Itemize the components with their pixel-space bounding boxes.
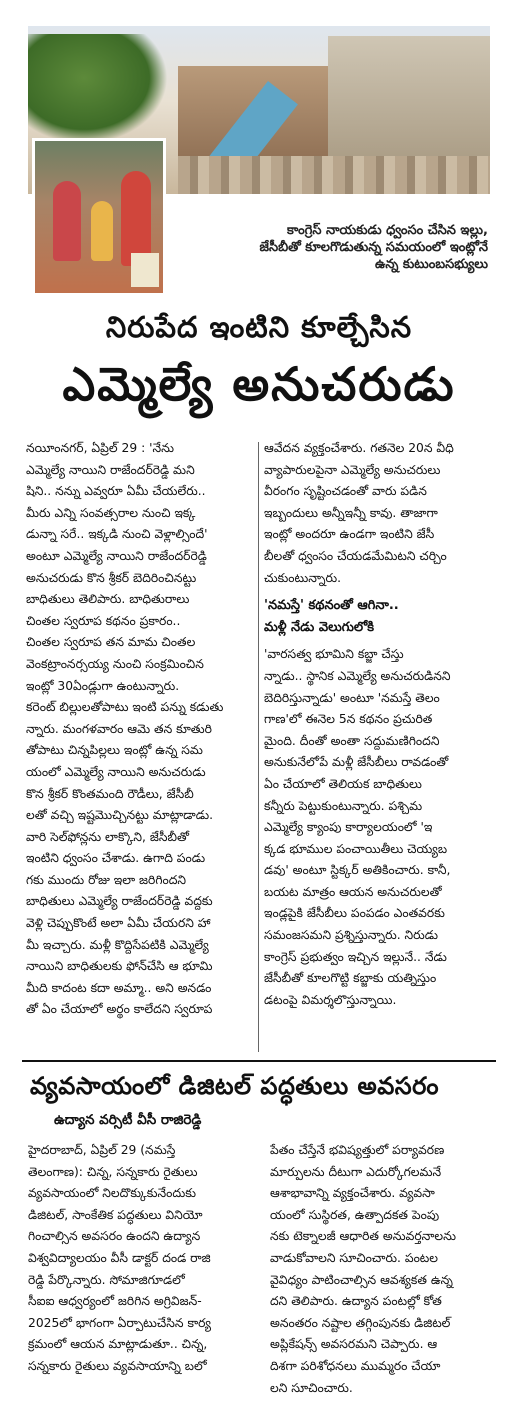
text-line: న్నారు. మంగళవారం ఆమె తన కూతురి xyxy=(26,721,212,736)
text-line: లని సూచించారు. xyxy=(270,1380,353,1395)
family-inset-photo xyxy=(32,138,166,296)
text-line: 2025లో భాగంగా ఏర్పాటుచేసిన కార్య xyxy=(28,1315,212,1330)
text-line: బీలతో ధ్వంసం చేయడమేమిటని చర్చిం xyxy=(264,548,447,563)
text-line: చింతల స్వరూప కథనం ప్రకారం.. xyxy=(26,613,181,628)
text-line: నకు టెక్నాలజీ ఆధారిత అనువర్తనాలను xyxy=(270,1229,456,1244)
text-line: వారి సెల్‌ఫోన్లను లాక్కొని, జేసీబీతో xyxy=(26,829,189,844)
text-line: చుకుంటున్నారు. xyxy=(264,570,341,585)
text-line: అనంతరం నష్టాల తగ్గింపునకు డిజిటల్ xyxy=(270,1315,451,1330)
text-line: అనుచరుడు కొన శ్రీకర్ బెదిరించినట్టు xyxy=(26,570,197,585)
text-line: న్నాడు.. స్థానిక ఎమ్మెల్యే అనుచరుడినని xyxy=(264,668,451,683)
subheading: మళ్లీ నేడు వెలుగులోకి xyxy=(264,619,375,635)
headline-main: ఎమ్మెల్యే అనుచరుడు xyxy=(62,357,456,411)
text-line: మార్పులను దీటుగా ఎదుర్కోగలమనే xyxy=(270,1164,442,1179)
section-divider xyxy=(22,1060,496,1062)
text-line: కాంగ్రెస్ ప్రభుత్వం ఇచ్చిన ఇల్లునే.. నేడు xyxy=(264,949,447,964)
article2-left-column xyxy=(28,1140,254,1378)
text-line: డటంపై విమర్శలొస్తున్నాయి. xyxy=(264,992,397,1007)
house-ruins xyxy=(328,36,490,171)
text-line: వీరంగం సృష్టించడంతో వారు పడిన xyxy=(264,484,427,499)
text-line: వ్యాపారులపైనా ఎమ్మెల్యే అనుచరులు xyxy=(264,462,441,477)
text-line: అనుకునేలోపే మళ్లీ జేసీబీలు రావడంతో xyxy=(264,755,449,770)
text-line: వెంకట్రాంనర్సయ్య నుంచి సంక్రమించిన xyxy=(26,656,204,671)
text-line: సన్నకారు రైతులు వ్యవసాయాన్ని బలో xyxy=(28,1358,207,1373)
text-line: అప్లికేషన్స్ అవసరమని చెప్పారు. ఆ xyxy=(270,1337,438,1352)
text-line: వైవిధ్యం పాటించాల్సిన ఆవశ్యకత ఉన్న xyxy=(270,1272,453,1287)
article1-right-column xyxy=(264,438,494,1011)
text-line: క్రమంలో ఆయన మాట్లాడుతూ.. చిన్న, xyxy=(28,1337,208,1352)
text-line: 'వారసత్వ భూమిని కబ్జా చేస్తు xyxy=(264,647,404,662)
text-line: ఎమ్మెల్యే క్యాంపు కార్యాలయంలో 'ఇ xyxy=(264,820,433,835)
text-line: కరెంట్ బిల్లులతోపాటు ఇంటి పన్ను కడుతు xyxy=(26,700,224,715)
text-line: ఎమ్మెల్యే నాయిని రాజేందర్‌రెడ్డి మని xyxy=(26,462,195,477)
text-line: యంలో ఎమ్మెల్యే నాయిని అనుచరుడు xyxy=(26,764,206,779)
text-line: ఆశాభావాన్ని వ్యక్తంచేశారు. వ్యవసా xyxy=(270,1186,435,1201)
text-line: బాధితులు తెలిపారు. బాధితురాలు xyxy=(26,592,190,607)
text-line: ఏం చేయాలో తెలియక బాధితులు xyxy=(264,776,422,791)
headline-agriculture: వ్యవసాయంలో డిజిటల్ పద్ధతులు అవసరం xyxy=(30,1072,440,1100)
text-line: ఇంట్లో 30ఏండ్లుగా ఉంటున్నారు. xyxy=(26,678,180,693)
text-line: మీది కాదంట కదా అమ్మా.. అని అనడం xyxy=(26,980,212,995)
text-line: షిని.. నన్ను ఎవ్వరూ ఏమీ చేయలేరు.. xyxy=(26,484,206,499)
text-line: ఇబ్బందులు అన్నీఇన్నీ కావు. తాజాగా xyxy=(264,505,438,520)
text-line: మైంది. దీంతో అంతా సద్దుమణిగిందని xyxy=(264,733,440,748)
text-line: గాణ'లో ఈనెల 5న కథనం ప్రచురిత xyxy=(264,712,433,727)
text-line: వాడుకోవాలని సూచించారు. పంటల xyxy=(270,1250,439,1265)
text-line: రెడ్డి పేర్కొన్నారు. సోమాజిగూడలో xyxy=(28,1272,185,1287)
text-line: బయట మాత్రం ఆయన అనుచరులతో xyxy=(264,884,442,899)
text-line: క్కడ భూముల పంచాయితీలు చెయ్యబ xyxy=(264,841,448,856)
text-line: విశ్వవిద్యాలయం వీసీ డాక్టర్ దండ రాజి xyxy=(28,1250,211,1265)
text-line: మీరు ఎన్ని సంవత్సరాల నుంచి ఇక్క xyxy=(26,505,196,520)
text-line: సమంజసమని ప్రశ్నిస్తున్నారు. నిరుడు xyxy=(264,928,439,943)
text-line: పేతం చేస్తేనే భవిష్యత్తులో పర్యావరణ xyxy=(270,1143,445,1157)
text-line: సీఐఐ ఆధ్వర్యంలో జరిగిన అగ్రివిజన్- xyxy=(28,1294,202,1309)
text-line: వ్యవసాయంలో నిలదొక్కుకునేందుకు xyxy=(28,1186,196,1201)
column-divider xyxy=(258,442,259,1052)
text-line: దిశగా పరిశోధనలు ముమ్మరం చేయా xyxy=(270,1358,441,1373)
byline: ఉద్యాన వర్సిటీ వీసీ రాజిరెడ్డి xyxy=(54,1112,202,1128)
text-line: వెళ్లి చెప్పుకొంటే అలా ఏమీ చేయరని హా xyxy=(26,916,211,931)
subheading: 'నమస్తే' కథనంతో ఆగినా.. xyxy=(264,598,399,614)
text-line: డవు' అంటూ స్టిక్కర్ అతికించారు. కానీ, xyxy=(264,863,451,878)
text-line: తెలంగాణ): చిన్న, సన్నకారు రైతులు xyxy=(28,1164,198,1179)
text-line: మీ ఇచ్చారు. మళ్లీ కొద్దిసేపటికి ఎమ్మెల్యే xyxy=(26,937,209,952)
text-line: తోపాటు చిన్నపిల్లలు ఇంట్లో ఉన్న సమ xyxy=(26,743,203,758)
text-line: ఆవేదన వ్యక్తంచేశారు. గతనెల 20న వీధి xyxy=(264,441,454,455)
text-line: నాయిని బాధితులకు ఫోన్‌చేసి ఆ భూమి xyxy=(26,959,213,974)
text-line: బాధితులు ఎమ్మెల్యే రాజేందర్‌రెడ్డి వద్దకు xyxy=(26,894,213,909)
text-line: ఇంటిని ధ్వంసం చేశాడు. ఉగాది పండు xyxy=(26,851,206,866)
rubble xyxy=(178,156,490,194)
text-line: దని తెలిపారు. ఉద్యాన పంటల్లో కోత xyxy=(270,1294,442,1309)
headline-kicker: నిరుపేద ఇంటిని కూల్చేసిన xyxy=(105,310,413,344)
text-line: ఇంట్లో అందరూ ఉండగా ఇంటిని జేసీ xyxy=(264,527,435,542)
article1-left-column xyxy=(26,438,254,1021)
text-line: లతో వచ్చి ఇష్టమొచ్చినట్టు మాట్లాడాడు. xyxy=(26,808,213,823)
text-line: చింతల స్వరూప తన మామ చింతల xyxy=(26,635,196,650)
text-line: ఇండ్లపైకి జేసీబీలు పంపడం ఎంతవరకు xyxy=(264,906,445,921)
article2-right-column xyxy=(270,1140,494,1399)
text-line: గించాల్సిన అవసరం ఉందని ఉద్యాన xyxy=(28,1229,201,1244)
text-line: నయీంనగర్, ఏప్రిల్ 29 : 'నేను xyxy=(26,441,175,455)
text-line: అంటూ ఎమ్మెల్యే నాయిని రాజేందర్‌రెడ్డి xyxy=(26,548,207,563)
text-line: గకు ముందు రోజు ఇలా జరిగిందని xyxy=(26,872,187,887)
text-line: బెదిరిస్తున్నాడు' అంటూ 'నమస్తే తెలం xyxy=(264,690,440,705)
trees xyxy=(28,34,168,144)
text-line: కన్నీరు పెట్టుకుంటున్నారు. పశ్చిమ xyxy=(264,798,423,813)
text-line: జేసీబీతో కూలగొట్టి కబ్జాకు యత్నిస్తుం xyxy=(264,971,437,986)
text-line: కొన శ్రీకర్ కొంతమంది రౌడీలు, జేసీబీ xyxy=(26,786,194,801)
text-line: యంలో సుస్థిరత, ఉత్పాదకత పెంపు xyxy=(270,1207,440,1222)
text-line: డిజిటల్, సాంకేతిక పద్ధతులు వినియో xyxy=(28,1207,203,1222)
text-line: తో ఏం చేయాలో అర్థం కాలేదని స్వరూప xyxy=(26,1002,213,1017)
text-line: హైదరాబాద్, ఏప్రిల్ 29 (నమస్తే xyxy=(28,1143,176,1157)
photo-caption: కాంగ్రెస్ నాయకుడు ధ్వంసం చేసిన ఇల్లు, జేసీబీతో కూలగొడుతున్న సమయంలో ఇంట్లోనే ఉన్న కుటుంబసభ్యులు xyxy=(259,223,488,272)
text-line: డున్నా సరే.. ఇక్కడి నుంచి వెళ్లాల్సిందే' xyxy=(26,527,208,542)
